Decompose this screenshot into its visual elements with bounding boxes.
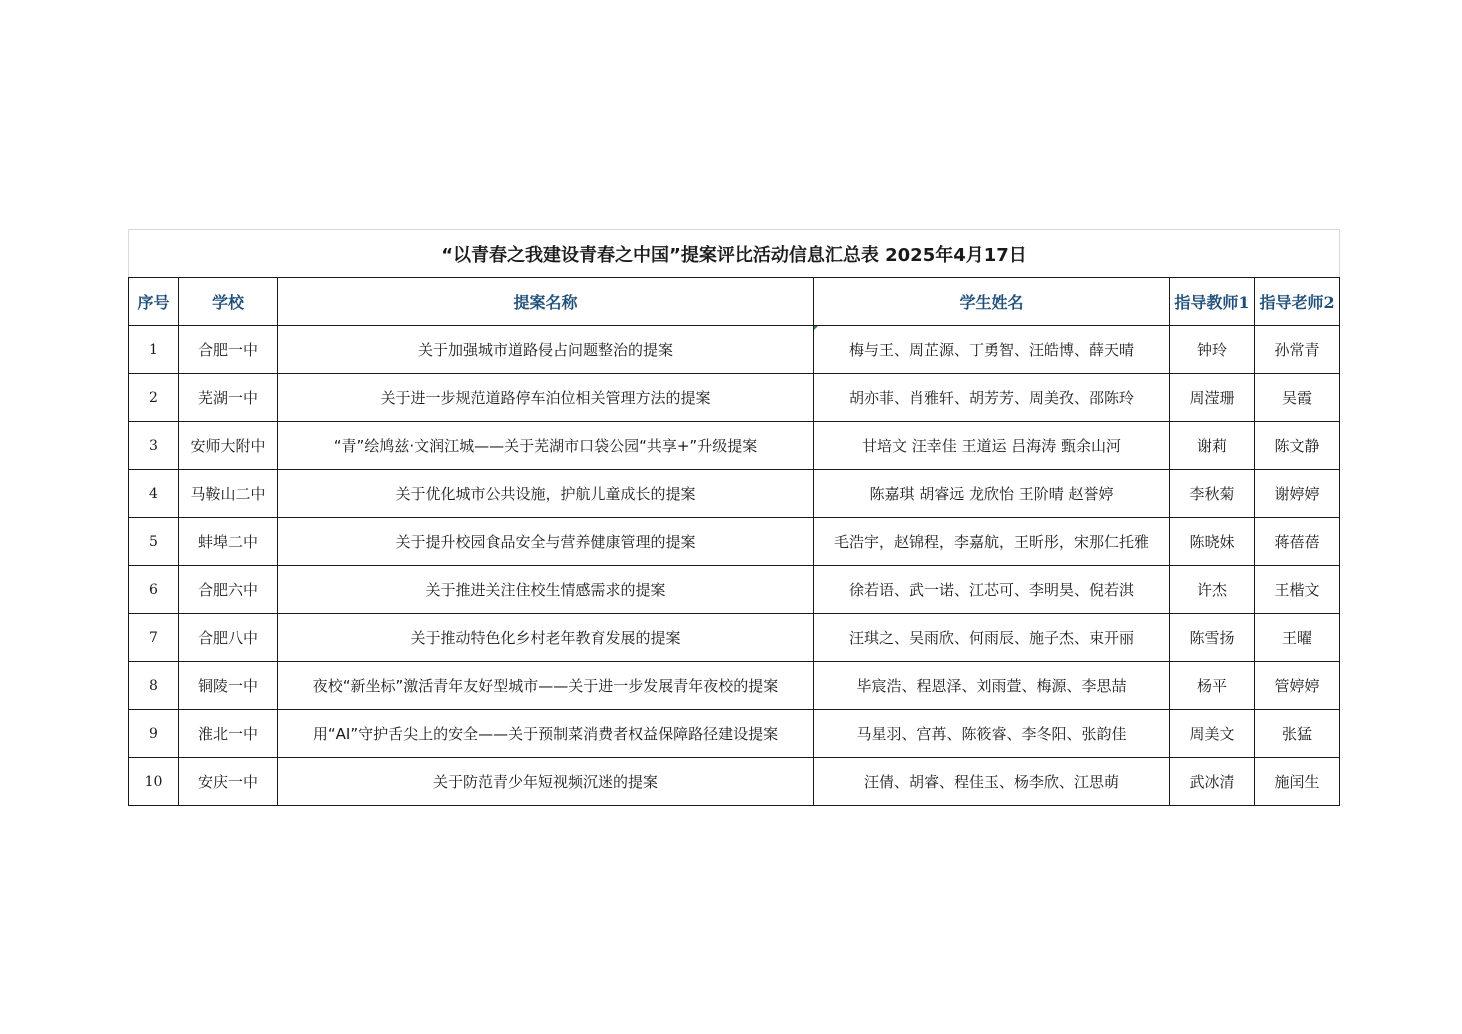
- cell-teacher-1: 陈晓妹: [1170, 518, 1255, 566]
- cell-school: 蚌埠二中: [179, 518, 278, 566]
- table-row: [129, 566, 1340, 614]
- cell-index: 2: [129, 374, 179, 422]
- cell-teacher-2: 张猛: [1255, 710, 1340, 758]
- cell-school: 铜陵一中: [179, 662, 278, 710]
- header-index: 序号: [129, 278, 179, 326]
- cell-students: 陈嘉琪 胡睿远 龙欣怡 王阶晴 赵誉婷: [814, 470, 1170, 518]
- cell-school: 合肥六中: [179, 566, 278, 614]
- cell-proposal: 关于防范青少年短视频沉迷的提案: [278, 758, 814, 806]
- cell-students: 徐若语、武一诺、江芯可、李明昊、倪若淇: [814, 566, 1170, 614]
- table-row: [129, 518, 1340, 566]
- cell-students: 胡亦菲、肖雅轩、胡芳芳、周美孜、邵陈玲: [814, 374, 1170, 422]
- cell-teacher-1: 李秋菊: [1170, 470, 1255, 518]
- cell-students: 毛浩宇，赵锦程，李嘉航，王昕彤，宋那仁托雅: [814, 518, 1170, 566]
- cell-proposal: 关于优化城市公共设施，护航儿童成长的提案: [278, 470, 814, 518]
- cell-proposal: 关于提升校园食品安全与营养健康管理的提案: [278, 518, 814, 566]
- summary-table: [128, 229, 1340, 806]
- cell-students: 马星羽、宫苒、陈筱睿、李冬阳、张韵佳: [814, 710, 1170, 758]
- cell-index: 8: [129, 662, 179, 710]
- cell-students: 汪琪之、吴雨欣、何雨辰、施子杰、束开丽: [814, 614, 1170, 662]
- cell-teacher-2: 孙常青: [1255, 326, 1340, 374]
- cell-school: 安师大附中: [179, 422, 278, 470]
- table-row: [129, 326, 1340, 374]
- table-row: [129, 758, 1340, 806]
- cell-proposal: 用“AI”守护舌尖上的安全——关于预制菜消费者权益保障路径建设提案: [278, 710, 814, 758]
- cell-students: 汪倩、胡睿、程佳玉、杨李欣、江思萌: [814, 758, 1170, 806]
- cell-teacher-1: 周滢珊: [1170, 374, 1255, 422]
- table-row: [129, 422, 1340, 470]
- cell-index: 5: [129, 518, 179, 566]
- cell-proposal: 关于加强城市道路侵占问题整治的提案: [278, 326, 814, 374]
- header-teacher-2: 指导老师2: [1255, 278, 1340, 326]
- cell-school: 芜湖一中: [179, 374, 278, 422]
- cell-index: 9: [129, 710, 179, 758]
- cell-teacher-1: 周美文: [1170, 710, 1255, 758]
- cell-school: 淮北一中: [179, 710, 278, 758]
- cell-students-text: 梅与王、周芷源、丁勇智、汪皓博、薛天晴: [848, 341, 1134, 359]
- cell-proposal: 关于推进关注住校生情感需求的提案: [278, 566, 814, 614]
- table-body: [129, 326, 1340, 806]
- cell-teacher-1: 谢莉: [1170, 422, 1255, 470]
- cell-teacher-2: 管婷婷: [1255, 662, 1340, 710]
- cell-comment-marker: [814, 326, 818, 330]
- table-row: [129, 662, 1340, 710]
- cell-index: 1: [129, 326, 179, 374]
- cell-index: 7: [129, 614, 179, 662]
- cell-teacher-1: 钟玲: [1170, 326, 1255, 374]
- cell-school: 合肥八中: [179, 614, 278, 662]
- cell-teacher-2: 蒋蓓蓓: [1255, 518, 1340, 566]
- cell-teacher-2: 施闰生: [1255, 758, 1340, 806]
- cell-school: 合肥一中: [179, 326, 278, 374]
- cell-students: [814, 326, 1170, 374]
- table-row: [129, 470, 1340, 518]
- cell-index: 4: [129, 470, 179, 518]
- cell-teacher-2: 王楷文: [1255, 566, 1340, 614]
- header-students: 学生姓名: [814, 278, 1170, 326]
- table-row: [129, 374, 1340, 422]
- cell-teacher-1: 杨平: [1170, 662, 1255, 710]
- cell-index: 10: [129, 758, 179, 806]
- cell-proposal: 关于推动特色化乡村老年教育发展的提案: [278, 614, 814, 662]
- table-row: [129, 614, 1340, 662]
- table-title: “以青春之我建设青春之中国”提案评比活动信息汇总表 2025年4月17日: [129, 230, 1340, 278]
- cell-teacher-1: 武冰清: [1170, 758, 1255, 806]
- header-proposal: 提案名称: [278, 278, 814, 326]
- header-row: [129, 278, 1340, 326]
- cell-index: 6: [129, 566, 179, 614]
- cell-proposal: 关于进一步规范道路停车泊位相关管理方法的提案: [278, 374, 814, 422]
- cell-students: 毕宸浩、程恩泽、刘雨萱、梅源、李思喆: [814, 662, 1170, 710]
- header-school: 学校: [179, 278, 278, 326]
- cell-teacher-2: 谢婷婷: [1255, 470, 1340, 518]
- cell-teacher-2: 吴霞: [1255, 374, 1340, 422]
- cell-school: 安庆一中: [179, 758, 278, 806]
- cell-teacher-1: 许杰: [1170, 566, 1255, 614]
- cell-index: 3: [129, 422, 179, 470]
- cell-proposal: “青”绘鸠兹·文润江城——关于芜湖市口袋公园“共享+”升级提案: [278, 422, 814, 470]
- title-row: [129, 230, 1340, 278]
- summary-sheet: [128, 229, 1339, 806]
- cell-school: 马鞍山二中: [179, 470, 278, 518]
- cell-proposal: 夜校“新坐标”激活青年友好型城市——关于进一步发展青年夜校的提案: [278, 662, 814, 710]
- table-row: [129, 710, 1340, 758]
- cell-teacher-2: 陈文静: [1255, 422, 1340, 470]
- header-teacher-1: 指导教师1: [1170, 278, 1255, 326]
- cell-students: 甘培文 汪幸佳 王道运 吕海涛 甄余山河: [814, 422, 1170, 470]
- cell-teacher-2: 王曜: [1255, 614, 1340, 662]
- cell-teacher-1: 陈雪扬: [1170, 614, 1255, 662]
